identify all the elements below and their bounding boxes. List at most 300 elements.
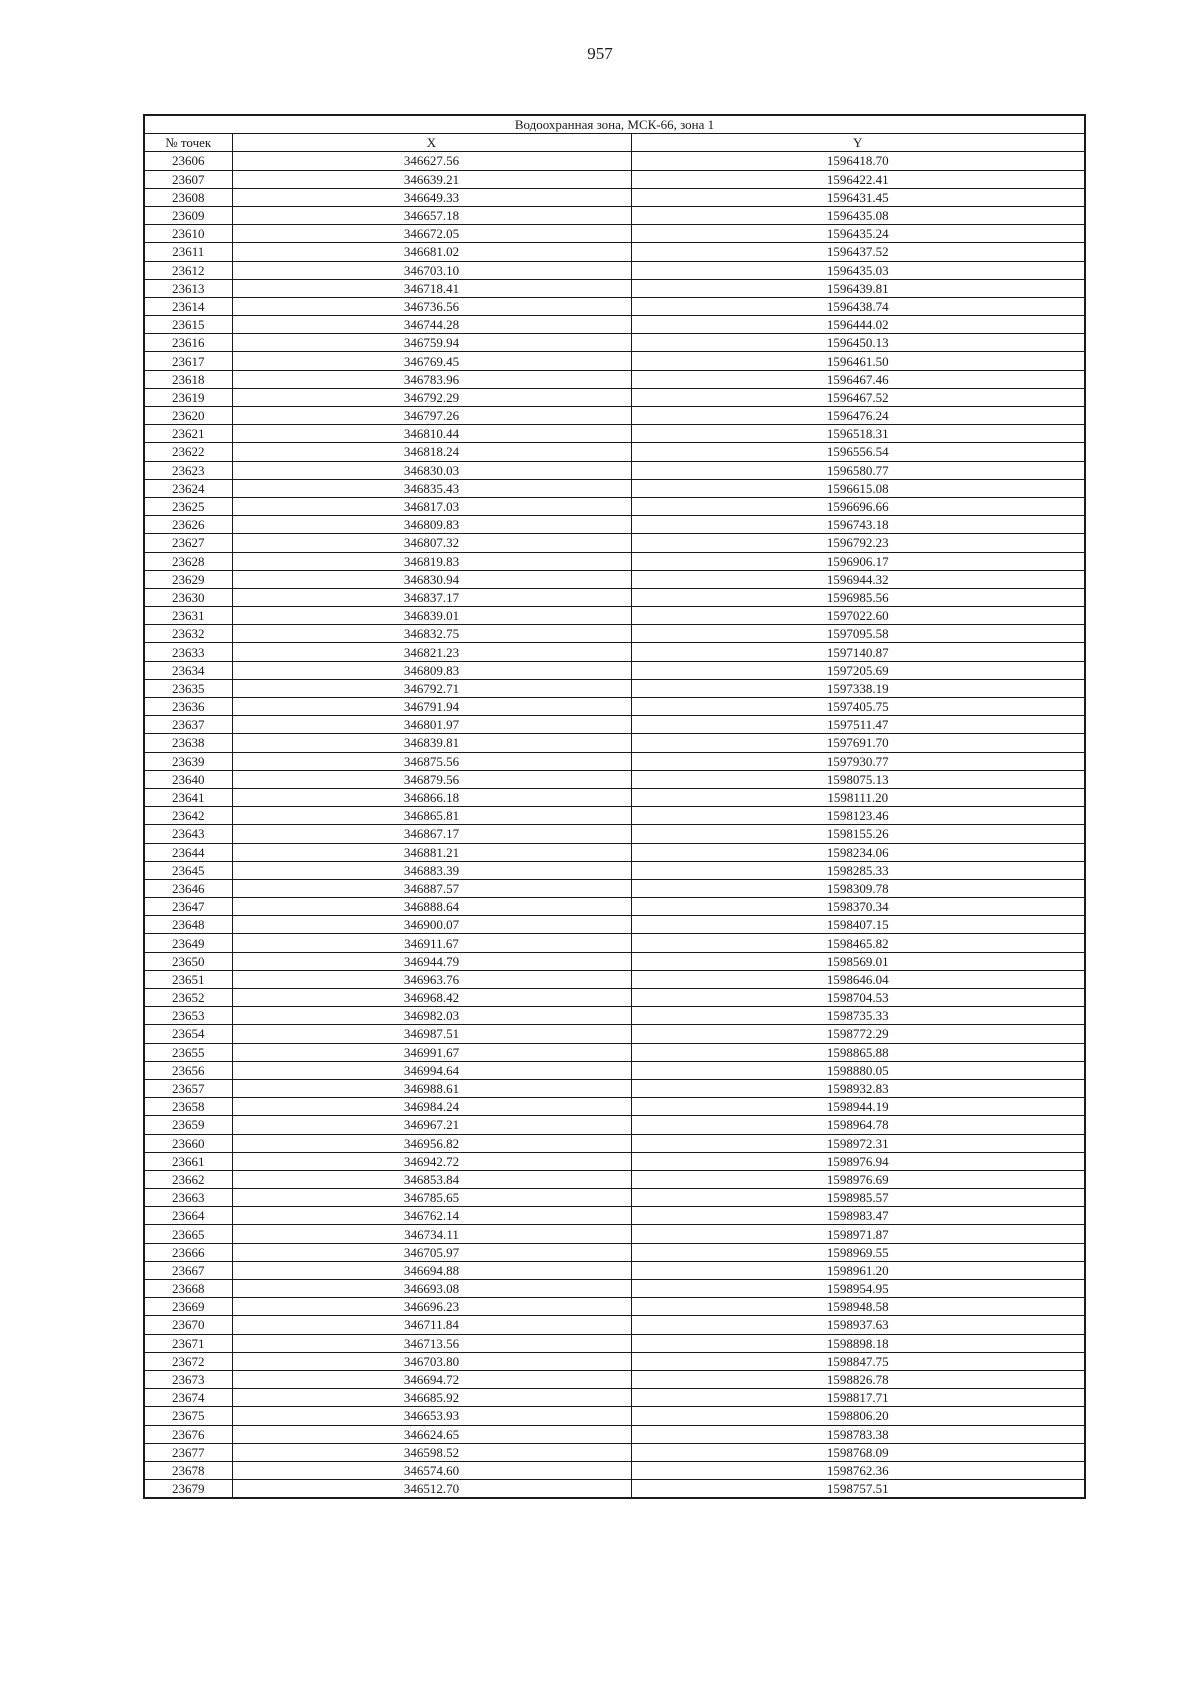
y-coordinate-cell: 1598234.06 [631,843,1085,861]
table-row [144,1280,1085,1298]
y-coordinate-cell: 1598762.36 [631,1461,1085,1479]
y-coordinate-cell: 1596476.24 [631,407,1085,425]
y-coordinate-cell: 1596985.56 [631,588,1085,606]
y-coordinate-cell: 1596696.66 [631,497,1085,515]
point-number-cell: 23655 [144,1043,232,1061]
x-coordinate-cell: 346830.94 [232,570,631,588]
x-coordinate-cell: 346866.18 [232,788,631,806]
x-coordinate-cell: 346672.05 [232,225,631,243]
table-row [144,879,1085,897]
table-row [144,1189,1085,1207]
x-coordinate-cell: 346963.76 [232,970,631,988]
point-number-cell: 23630 [144,588,232,606]
x-coordinate-cell: 346881.21 [232,843,631,861]
table-row [144,261,1085,279]
table-row [144,1061,1085,1079]
point-number-cell: 23635 [144,679,232,697]
point-number-cell: 23628 [144,552,232,570]
x-coordinate-cell: 346984.24 [232,1098,631,1116]
table-row [144,1261,1085,1279]
x-coordinate-cell: 346942.72 [232,1152,631,1170]
point-number-cell: 23638 [144,734,232,752]
y-coordinate-cell: 1598806.20 [631,1407,1085,1425]
y-coordinate-cell: 1596422.41 [631,170,1085,188]
x-coordinate-cell: 346792.29 [232,388,631,406]
table-row [144,752,1085,770]
x-coordinate-cell: 346987.51 [232,1025,631,1043]
point-number-cell: 23664 [144,1207,232,1225]
table-row [144,698,1085,716]
point-number-cell: 23651 [144,970,232,988]
point-number-cell: 23624 [144,479,232,497]
table-row [144,1007,1085,1025]
x-coordinate-cell: 346598.52 [232,1443,631,1461]
y-coordinate-cell: 1596438.74 [631,297,1085,315]
x-coordinate-cell: 346887.57 [232,879,631,897]
x-coordinate-cell: 346994.64 [232,1061,631,1079]
table-row [144,534,1085,552]
point-number-cell: 23673 [144,1370,232,1388]
point-number-cell: 23663 [144,1189,232,1207]
point-number-cell: 23639 [144,752,232,770]
table-row [144,1025,1085,1043]
x-coordinate-cell: 346718.41 [232,279,631,297]
y-coordinate-cell: 1598976.69 [631,1170,1085,1188]
table-row [144,297,1085,315]
point-number-cell: 23662 [144,1170,232,1188]
y-coordinate-cell: 1596743.18 [631,516,1085,534]
point-number-cell: 23643 [144,825,232,843]
table-row [144,316,1085,334]
y-coordinate-cell: 1598880.05 [631,1061,1085,1079]
x-coordinate-cell: 346853.84 [232,1170,631,1188]
x-coordinate-cell: 346837.17 [232,588,631,606]
x-coordinate-cell: 346988.61 [232,1079,631,1097]
y-coordinate-cell: 1596439.81 [631,279,1085,297]
point-number-cell: 23658 [144,1098,232,1116]
table-row [144,243,1085,261]
point-number-cell: 23632 [144,625,232,643]
y-coordinate-cell: 1596450.13 [631,334,1085,352]
table-row [144,370,1085,388]
table-row [144,570,1085,588]
point-number-cell: 23621 [144,425,232,443]
x-coordinate-cell: 346639.21 [232,170,631,188]
table-row [144,1152,1085,1170]
table-row [144,788,1085,806]
point-number-cell: 23642 [144,807,232,825]
x-coordinate-cell: 346809.83 [232,661,631,679]
point-number-cell: 23618 [144,370,232,388]
point-number-cell: 23612 [144,261,232,279]
x-coordinate-cell: 346783.96 [232,370,631,388]
y-coordinate-cell: 1596467.52 [631,388,1085,406]
page-number: 957 [587,44,613,63]
table-row [144,225,1085,243]
x-coordinate-cell: 346694.72 [232,1370,631,1388]
point-number-cell: 23636 [144,698,232,716]
point-number-cell: 23616 [144,334,232,352]
coordinates-table [143,114,1086,1499]
y-coordinate-cell: 1598285.33 [631,861,1085,879]
x-coordinate-cell: 346759.94 [232,334,631,352]
table-row [144,643,1085,661]
table-row [144,861,1085,879]
x-coordinate-cell: 346685.92 [232,1389,631,1407]
y-coordinate-cell: 1598961.20 [631,1261,1085,1279]
point-number-cell: 23627 [144,534,232,552]
point-number-cell: 23656 [144,1061,232,1079]
y-coordinate-cell: 1596418.70 [631,152,1085,170]
table-row [144,1207,1085,1225]
table-row [144,916,1085,934]
table-row [144,807,1085,825]
x-coordinate-cell: 346867.17 [232,825,631,843]
point-number-cell: 23648 [144,916,232,934]
x-coordinate-cell: 346879.56 [232,770,631,788]
y-coordinate-cell: 1596444.02 [631,316,1085,334]
x-coordinate-cell: 346703.10 [232,261,631,279]
point-number-cell: 23606 [144,152,232,170]
point-number-cell: 23649 [144,934,232,952]
table-row [144,1407,1085,1425]
x-coordinate-cell: 346791.94 [232,698,631,716]
x-coordinate-cell: 346693.08 [232,1280,631,1298]
x-coordinate-cell: 346967.21 [232,1116,631,1134]
x-coordinate-cell: 346875.56 [232,752,631,770]
x-coordinate-cell: 346624.65 [232,1425,631,1443]
table-title-row [144,115,1085,134]
table-row [144,1480,1085,1499]
point-number-cell: 23647 [144,898,232,916]
x-coordinate-cell: 346769.45 [232,352,631,370]
table-row [144,607,1085,625]
table-row [144,443,1085,461]
y-coordinate-cell: 1596580.77 [631,461,1085,479]
table-row [144,952,1085,970]
y-coordinate-cell: 1597140.87 [631,643,1085,661]
table-row [144,1370,1085,1388]
y-coordinate-cell: 1598969.55 [631,1243,1085,1261]
point-number-cell: 23675 [144,1407,232,1425]
y-coordinate-cell: 1598309.78 [631,879,1085,897]
point-number-cell: 23667 [144,1261,232,1279]
y-coordinate-cell: 1598111.20 [631,788,1085,806]
x-coordinate-cell: 346839.81 [232,734,631,752]
table-row [144,516,1085,534]
y-coordinate-cell: 1598075.13 [631,770,1085,788]
y-coordinate-cell: 1597095.58 [631,625,1085,643]
point-number-cell: 23668 [144,1280,232,1298]
table-row [144,1461,1085,1479]
point-number-cell: 23674 [144,1389,232,1407]
y-coordinate-cell: 1598898.18 [631,1334,1085,1352]
point-number-cell: 23623 [144,461,232,479]
x-coordinate-cell: 346982.03 [232,1007,631,1025]
y-coordinate-cell: 1598971.87 [631,1225,1085,1243]
y-coordinate-cell: 1597511.47 [631,716,1085,734]
table-row [144,970,1085,988]
point-number-cell: 23609 [144,206,232,224]
y-coordinate-cell: 1596435.03 [631,261,1085,279]
table-row [144,1316,1085,1334]
x-coordinate-cell: 346888.64 [232,898,631,916]
x-coordinate-cell: 346801.97 [232,716,631,734]
y-coordinate-cell: 1596906.17 [631,552,1085,570]
y-coordinate-cell: 1598757.51 [631,1480,1085,1499]
table-row [144,679,1085,697]
column-header-x: X [232,134,631,152]
point-number-cell: 23666 [144,1243,232,1261]
x-coordinate-cell: 346744.28 [232,316,631,334]
table-row [144,1134,1085,1152]
point-number-cell: 23614 [144,297,232,315]
y-coordinate-cell: 1598569.01 [631,952,1085,970]
y-coordinate-cell: 1598407.15 [631,916,1085,934]
point-number-cell: 23669 [144,1298,232,1316]
x-coordinate-cell: 346762.14 [232,1207,631,1225]
point-number-cell: 23608 [144,188,232,206]
table-row [144,388,1085,406]
table-row [144,1043,1085,1061]
table-row [144,625,1085,643]
table-row [144,1243,1085,1261]
point-number-cell: 23622 [144,443,232,461]
table-row [144,1170,1085,1188]
x-coordinate-cell: 346865.81 [232,807,631,825]
x-coordinate-cell: 346681.02 [232,243,631,261]
point-number-cell: 23634 [144,661,232,679]
table-row [144,552,1085,570]
x-coordinate-cell: 346900.07 [232,916,631,934]
column-header-y: Y [631,134,1085,152]
point-number-cell: 23620 [144,407,232,425]
x-coordinate-cell: 346797.26 [232,407,631,425]
y-coordinate-cell: 1597691.70 [631,734,1085,752]
x-coordinate-cell: 346830.03 [232,461,631,479]
y-coordinate-cell: 1596615.08 [631,479,1085,497]
table-row [144,588,1085,606]
table-header-row [144,134,1085,152]
x-coordinate-cell: 346819.83 [232,552,631,570]
y-coordinate-cell: 1597205.69 [631,661,1085,679]
y-coordinate-cell: 1596518.31 [631,425,1085,443]
table-row [144,934,1085,952]
table-row [144,1116,1085,1134]
y-coordinate-cell: 1597338.19 [631,679,1085,697]
table-row [144,661,1085,679]
point-number-cell: 23672 [144,1352,232,1370]
y-coordinate-cell: 1596461.50 [631,352,1085,370]
x-coordinate-cell: 346574.60 [232,1461,631,1479]
x-coordinate-cell: 346792.71 [232,679,631,697]
point-number-cell: 23640 [144,770,232,788]
point-number-cell: 23660 [144,1134,232,1152]
y-coordinate-cell: 1598465.82 [631,934,1085,952]
y-coordinate-cell: 1596556.54 [631,443,1085,461]
x-coordinate-cell: 346818.24 [232,443,631,461]
x-coordinate-cell: 346821.23 [232,643,631,661]
y-coordinate-cell: 1596435.08 [631,206,1085,224]
point-number-cell: 23611 [144,243,232,261]
y-coordinate-cell: 1598976.94 [631,1152,1085,1170]
x-coordinate-cell: 346703.80 [232,1352,631,1370]
x-coordinate-cell: 346711.84 [232,1316,631,1334]
x-coordinate-cell: 346694.88 [232,1261,631,1279]
table-row [144,206,1085,224]
point-number-cell: 23657 [144,1079,232,1097]
point-number-cell: 23646 [144,879,232,897]
table-row [144,352,1085,370]
y-coordinate-cell: 1597022.60 [631,607,1085,625]
table-row [144,170,1085,188]
y-coordinate-cell: 1598865.88 [631,1043,1085,1061]
table-row [144,279,1085,297]
table-row [144,1334,1085,1352]
y-coordinate-cell: 1596467.46 [631,370,1085,388]
y-coordinate-cell: 1596792.23 [631,534,1085,552]
x-coordinate-cell: 346734.11 [232,1225,631,1243]
point-number-cell: 23650 [144,952,232,970]
table-row [144,843,1085,861]
x-coordinate-cell: 346911.67 [232,934,631,952]
table-row [144,989,1085,1007]
point-number-cell: 23677 [144,1443,232,1461]
x-coordinate-cell: 346696.23 [232,1298,631,1316]
point-number-cell: 23659 [144,1116,232,1134]
y-coordinate-cell: 1598772.29 [631,1025,1085,1043]
point-number-cell: 23641 [144,788,232,806]
x-coordinate-cell: 346785.65 [232,1189,631,1207]
y-coordinate-cell: 1598817.71 [631,1389,1085,1407]
point-number-cell: 23617 [144,352,232,370]
y-coordinate-cell: 1596431.45 [631,188,1085,206]
x-coordinate-cell: 346809.83 [232,516,631,534]
y-coordinate-cell: 1597930.77 [631,752,1085,770]
table-row [144,1225,1085,1243]
table-row [144,407,1085,425]
x-coordinate-cell: 346956.82 [232,1134,631,1152]
table-row [144,1298,1085,1316]
y-coordinate-cell: 1598783.38 [631,1425,1085,1443]
table-row [144,1098,1085,1116]
table-row [144,425,1085,443]
y-coordinate-cell: 1598954.95 [631,1280,1085,1298]
y-coordinate-cell: 1598964.78 [631,1116,1085,1134]
point-number-cell: 23615 [144,316,232,334]
table-row [144,825,1085,843]
table-title: Водоохранная зона, МСК-66, зона 1 [144,115,1085,134]
y-coordinate-cell: 1596437.52 [631,243,1085,261]
x-coordinate-cell: 346713.56 [232,1334,631,1352]
point-number-cell: 23607 [144,170,232,188]
point-number-cell: 23631 [144,607,232,625]
y-coordinate-cell: 1598944.19 [631,1098,1085,1116]
x-coordinate-cell: 346839.01 [232,607,631,625]
table-row [144,770,1085,788]
y-coordinate-cell: 1598826.78 [631,1370,1085,1388]
x-coordinate-cell: 346817.03 [232,497,631,515]
x-coordinate-cell: 346810.44 [232,425,631,443]
y-coordinate-cell: 1596944.32 [631,570,1085,588]
table-row [144,734,1085,752]
y-coordinate-cell: 1598937.63 [631,1316,1085,1334]
table-row [144,1425,1085,1443]
x-coordinate-cell: 346736.56 [232,297,631,315]
table-row [144,479,1085,497]
table-row [144,716,1085,734]
y-coordinate-cell: 1598370.34 [631,898,1085,916]
point-number-cell: 23645 [144,861,232,879]
x-coordinate-cell: 346705.97 [232,1243,631,1261]
x-coordinate-cell: 346649.33 [232,188,631,206]
y-coordinate-cell: 1598985.57 [631,1189,1085,1207]
x-coordinate-cell: 346657.18 [232,206,631,224]
x-coordinate-cell: 346832.75 [232,625,631,643]
y-coordinate-cell: 1598932.83 [631,1079,1085,1097]
point-number-cell: 23653 [144,1007,232,1025]
table-row [144,497,1085,515]
point-number-cell: 23637 [144,716,232,734]
point-number-cell: 23676 [144,1425,232,1443]
point-number-cell: 23665 [144,1225,232,1243]
table-row [144,1389,1085,1407]
x-coordinate-cell: 346968.42 [232,989,631,1007]
column-header-point-number: № точек [144,134,232,152]
y-coordinate-cell: 1598704.53 [631,989,1085,1007]
y-coordinate-cell: 1596435.24 [631,225,1085,243]
point-number-cell: 23652 [144,989,232,1007]
point-number-cell: 23626 [144,516,232,534]
point-number-cell: 23670 [144,1316,232,1334]
point-number-cell: 23661 [144,1152,232,1170]
table-body [144,152,1085,1498]
y-coordinate-cell: 1598983.47 [631,1207,1085,1225]
point-number-cell: 23678 [144,1461,232,1479]
x-coordinate-cell: 346991.67 [232,1043,631,1061]
point-number-cell: 23633 [144,643,232,661]
table-row [144,1079,1085,1097]
point-number-cell: 23671 [144,1334,232,1352]
point-number-cell: 23629 [144,570,232,588]
x-coordinate-cell: 346653.93 [232,1407,631,1425]
y-coordinate-cell: 1598646.04 [631,970,1085,988]
point-number-cell: 23613 [144,279,232,297]
x-coordinate-cell: 346512.70 [232,1480,631,1499]
y-coordinate-cell: 1598735.33 [631,1007,1085,1025]
y-coordinate-cell: 1598972.31 [631,1134,1085,1152]
x-coordinate-cell: 346944.79 [232,952,631,970]
x-coordinate-cell: 346807.32 [232,534,631,552]
table-row [144,1352,1085,1370]
point-number-cell: 23625 [144,497,232,515]
table-row [144,334,1085,352]
point-number-cell: 23679 [144,1480,232,1499]
x-coordinate-cell: 346627.56 [232,152,631,170]
y-coordinate-cell: 1597405.75 [631,698,1085,716]
table-row [144,461,1085,479]
y-coordinate-cell: 1598768.09 [631,1443,1085,1461]
x-coordinate-cell: 346883.39 [232,861,631,879]
point-number-cell: 23654 [144,1025,232,1043]
table-row [144,188,1085,206]
point-number-cell: 23610 [144,225,232,243]
table-row [144,152,1085,170]
point-number-cell: 23644 [144,843,232,861]
y-coordinate-cell: 1598155.26 [631,825,1085,843]
point-number-cell: 23619 [144,388,232,406]
y-coordinate-cell: 1598123.46 [631,807,1085,825]
